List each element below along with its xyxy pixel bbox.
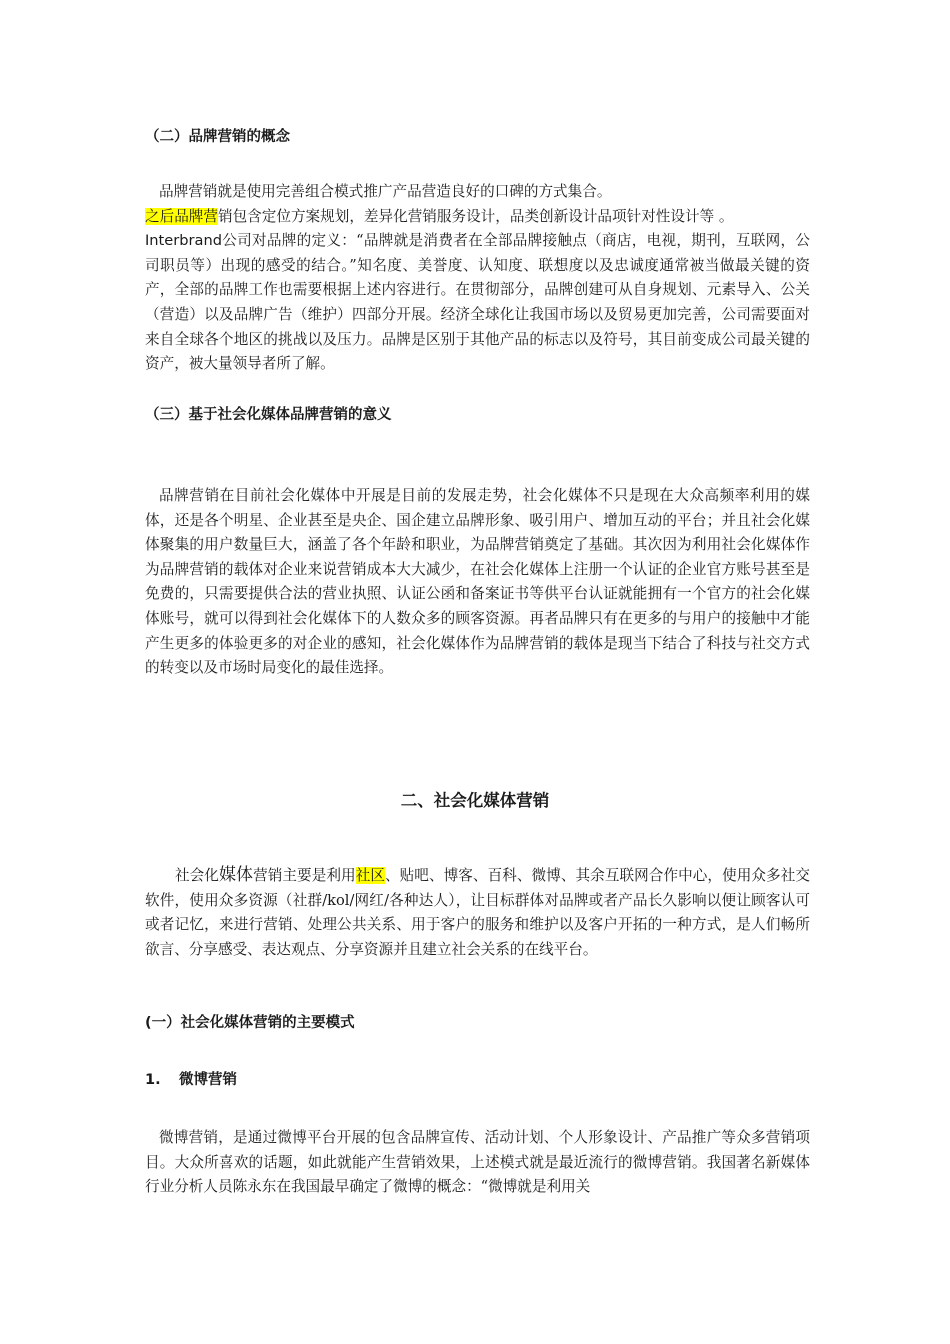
paragraph-text: 公司对品牌的定义：“品牌就是消费者在全部品牌接触点（商店，电视，期刊，互联网，公司职员等）出现的感受的结合。”知名度、美誉度、认知度、联想度以及忠诚度通常被当做最关键的资产，全部的品牌工作也需要根据上述内容进行。在贯彻部分，品牌创建可从自身规划、元素导入、公关（营造）以及品牌广告（维护）四部分开展。经济全球化让我国市场以及贸易更加完善，公司需要面对来自全球各个地区的挑战以及压力。品牌是区别于其他产品的标志以及符号，其目前变成公司最关键的资产，被大量领导者所了解。 <box>145 232 810 373</box>
numbered-heading-text: 微博营销 <box>179 1072 237 1088</box>
paragraph-text: 销包含定位方案规划，差异化营销服务设计，品类创新设计品项针对性设计等 。 <box>217 207 734 225</box>
section-heading-significance: （三）基于社会化媒体品牌营销的意义 <box>145 407 392 423</box>
highlighted-text: 之后品牌营 <box>145 207 218 225</box>
paragraph-text: 品牌营销在目前社会化媒体中开展是目前的发展走势，社会化媒体不只是现在大众高频率利用的媒体，还是各个明星、企业甚至是央企、国企建立品牌形象、吸引用户、增加互动的平台；并且社会化媒体聚集的用户数量巨大，涵盖了各个年龄和职业，为品牌营销奠定了基础。其次因为利用社会化媒体作为品牌营销的载体对企业来说营销成本大大减少，在社会化媒体上注册一个认证的企业官方账号甚至是免费的，只需要提供合法的营业执照、认证公函和备案证书等供平台认证就能拥有一个官方的社会化媒体账号，就可以得到社会化媒体下的人数众多的顾客资源。再者品牌只有在更多的与用户的接触中才能产生更多的体验更多的对企业的感知，社会化媒体作为品牌营销的载体是现当下结合了科技与社交方式的转变以及市场时局变化的最佳选择。 <box>145 487 810 677</box>
paragraph-social-media-marketing <box>145 863 810 962</box>
paragraph-text: 营销主要是利用 <box>253 867 356 884</box>
chapter-title: 二、社会化媒体营销 <box>400 791 550 810</box>
numbered-heading-weibo <box>145 1068 810 1089</box>
paragraph-weibo-marketing <box>145 1126 810 1200</box>
paragraph-line <box>145 863 810 962</box>
paragraph-text: 社会化 <box>175 867 219 884</box>
subsection-heading-main-modes: (一）社会化媒体营销的主要模式 <box>145 1015 355 1031</box>
paragraph-brand-concept <box>145 180 810 377</box>
brand-name-text: Interbrand <box>145 232 222 250</box>
highlighted-text: 社区 <box>355 867 385 884</box>
paragraph-text: 、贴吧、博客、百科、微博、其余互联网合作中心，使用众多社交软件，使用众多资源（社群/kol/网红/各种达人），让目标群体对品牌或者产品长久影响以便让顾客认可或者记忆，来进行营销、处理公共关系、用于客户的服务和维护以及客户开拓的一种方式，是人们畅所欲言、分享感受、表达观点、分享资源并且建立社会关系的在线平台。 <box>145 867 810 958</box>
list-number: 1. <box>145 1072 161 1088</box>
paragraph-line <box>145 205 810 230</box>
paragraph-text: 微博营销，是通过微博平台开展的包含品牌宣传、活动计划、个人形象设计、产品推广等众多营销项目。大众所喜欢的话题，如此就能产生营销效果，上述模式就是最近流行的微博营销。我国著名新媒体行业分析人员陈永东在我国最早确定了微博的概念：“微博就是利用关 <box>145 1129 810 1196</box>
section-heading-brand-concept: （二）品牌营销的概念 <box>145 129 290 145</box>
paragraph-line: 品牌营销就是使用完善组合模式推广产品营造良好的口碑的方式集合。 <box>159 183 612 200</box>
paragraph-significance <box>145 484 810 681</box>
paragraph-line <box>145 229 810 377</box>
paragraph-text-large: 媒体 <box>218 865 254 885</box>
